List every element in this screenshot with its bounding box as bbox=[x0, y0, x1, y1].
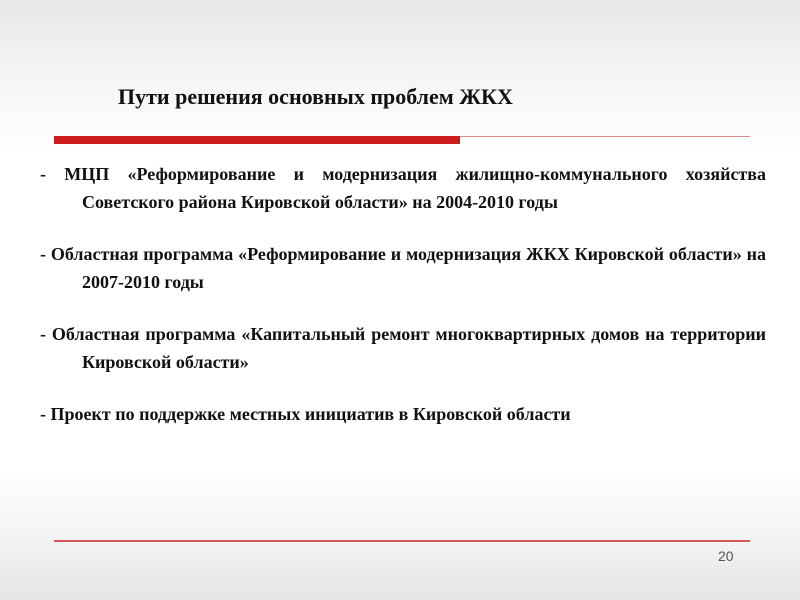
slide-content bbox=[40, 160, 766, 452]
list-item-program-kirov-reform: - Областная программа «Реформирование и модернизация ЖКХ Кировской области» на 2007-2010 годы bbox=[40, 244, 766, 292]
list-item-local-initiatives: - Проект по поддержке местных инициатив в Кировской области bbox=[40, 404, 571, 424]
page-number: 20 bbox=[718, 548, 734, 564]
list-item-program-capital-repair: - Областная программа «Капитальный ремонт многоквартирных домов на территории Кировской области» bbox=[40, 324, 766, 372]
title-divider-accent bbox=[54, 136, 460, 144]
footer-divider bbox=[54, 540, 750, 542]
slide-title: Пути решения основных проблем ЖКХ bbox=[118, 84, 513, 109]
list-item-program-soviet-district: - МЦП «Реформирование и модернизация жилищно-коммунального хозяйства Советского района Кировской области» на 2004-2010 годы bbox=[40, 164, 766, 212]
